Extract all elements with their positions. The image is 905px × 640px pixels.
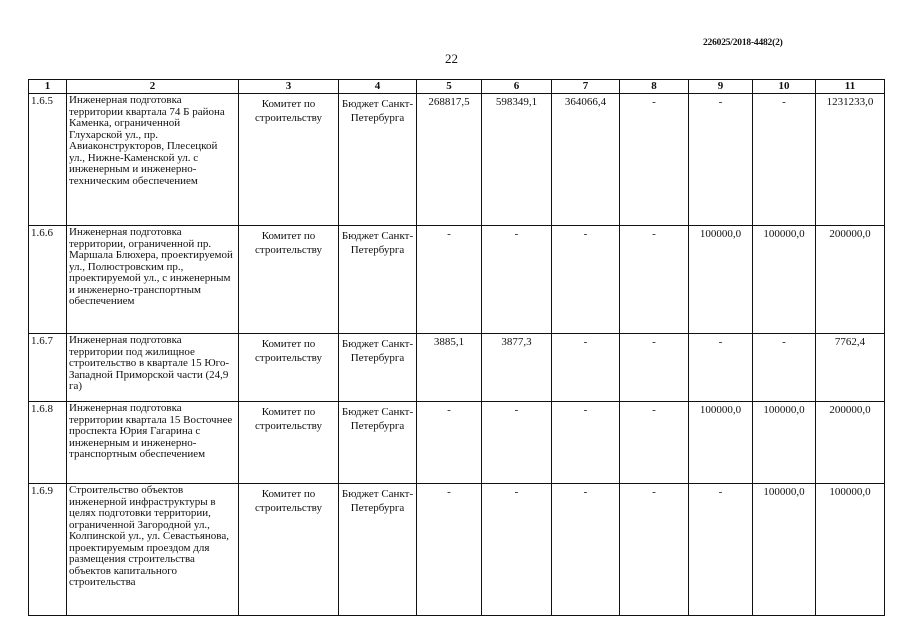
funding-source: Бюджет Санкт-Петербурга (339, 334, 417, 402)
value-col-10: 100000,0 (753, 484, 816, 616)
executor: Комитет по строительству (239, 334, 339, 402)
row-number: 1.6.6 (29, 226, 67, 334)
budget-table (28, 79, 885, 616)
table-row (29, 226, 885, 334)
value-col-11-total: 100000,0 (816, 484, 885, 616)
header-cell-2: 2 (67, 80, 239, 94)
activity-name: Инженерная подготовка территории квартала 74 Б района Каменка, ограниченной Глухарской ул., пр. Авиаконструкторов, Плесецкой ул., Нижне-Каменской ул. с инженерным и инженерно-техническим обеспечением (67, 94, 239, 226)
header-cell-8: 8 (620, 80, 689, 94)
funding-source: Бюджет Санкт-Петербурга (339, 94, 417, 226)
value-col-11-total: 200000,0 (816, 226, 885, 334)
value-col-6: - (482, 484, 552, 616)
value-col-7: - (552, 226, 620, 334)
value-col-5: - (417, 484, 482, 616)
value-col-10: - (753, 334, 816, 402)
executor: Комитет по строительству (239, 226, 339, 334)
value-col-5: - (417, 402, 482, 484)
value-col-6: 3877,3 (482, 334, 552, 402)
value-col-8: - (620, 484, 689, 616)
value-col-5: 268817,5 (417, 94, 482, 226)
value-col-9: - (689, 94, 753, 226)
value-col-10: - (753, 94, 816, 226)
activity-name: Инженерная подготовка территории, ограниченной пр. Маршала Блюхера, проектируемой ул., Полюстровским пр., проектируемой ул., с инженерным и инженерно-транспортным обеспечением (67, 226, 239, 334)
value-col-8: - (620, 334, 689, 402)
executor: Комитет по строительству (239, 484, 339, 616)
value-col-9: 100000,0 (689, 402, 753, 484)
header-cell-10: 10 (753, 80, 816, 94)
header-row (29, 80, 885, 94)
value-col-8: - (620, 226, 689, 334)
value-col-10: 100000,0 (753, 226, 816, 334)
value-col-8: - (620, 94, 689, 226)
value-col-6: - (482, 402, 552, 484)
value-col-7: - (552, 334, 620, 402)
value-col-11-total: 200000,0 (816, 402, 885, 484)
value-col-11-total: 1231233,0 (816, 94, 885, 226)
header-cell-6: 6 (482, 80, 552, 94)
table-row (29, 94, 885, 226)
funding-source: Бюджет Санкт-Петербурга (339, 226, 417, 334)
table-row (29, 484, 885, 616)
row-number: 1.6.7 (29, 334, 67, 402)
value-col-5: - (417, 226, 482, 334)
activity-name: Инженерная подготовка территории под жилищное строительство в квартале 15 Юго-Западной Приморской части (24,9 га) (67, 334, 239, 402)
row-number: 1.6.8 (29, 402, 67, 484)
value-col-6: 598349,1 (482, 94, 552, 226)
header-cell-3: 3 (239, 80, 339, 94)
row-number: 1.6.9 (29, 484, 67, 616)
value-col-11-total: 7762,4 (816, 334, 885, 402)
activity-name: Строительство объектов инженерной инфраструктуры в целях подготовки территории, ограниченной Загородной ул., Колпинской ул., ул. Севастьянова, проектируемым проездом для размещения строительства объектов капитального строительства (67, 484, 239, 616)
header-cell-11: 11 (816, 80, 885, 94)
document-number: 226025/2018-4482(2) (703, 38, 783, 48)
executor: Комитет по строительству (239, 94, 339, 226)
value-col-7: 364066,4 (552, 94, 620, 226)
value-col-9: - (689, 484, 753, 616)
header-cell-7: 7 (552, 80, 620, 94)
value-col-7: - (552, 402, 620, 484)
header-cell-4: 4 (339, 80, 417, 94)
value-col-8: - (620, 402, 689, 484)
header-cell-9: 9 (689, 80, 753, 94)
executor: Комитет по строительству (239, 402, 339, 484)
value-col-6: - (482, 226, 552, 334)
funding-source: Бюджет Санкт-Петербурга (339, 402, 417, 484)
value-col-7: - (552, 484, 620, 616)
header-cell-5: 5 (417, 80, 482, 94)
value-col-9: - (689, 334, 753, 402)
funding-source: Бюджет Санкт-Петербурга (339, 484, 417, 616)
value-col-9: 100000,0 (689, 226, 753, 334)
value-col-10: 100000,0 (753, 402, 816, 484)
table-row (29, 402, 885, 484)
row-number: 1.6.5 (29, 94, 67, 226)
page-number: 22 (445, 51, 458, 66)
header-cell-1: 1 (29, 80, 67, 94)
activity-name: Инженерная подготовка территории квартала 15 Восточнее проспекта Юрия Гагарина с инженерным и инженерно-транспортным обеспечением (67, 402, 239, 484)
table-row (29, 334, 885, 402)
value-col-5: 3885,1 (417, 334, 482, 402)
